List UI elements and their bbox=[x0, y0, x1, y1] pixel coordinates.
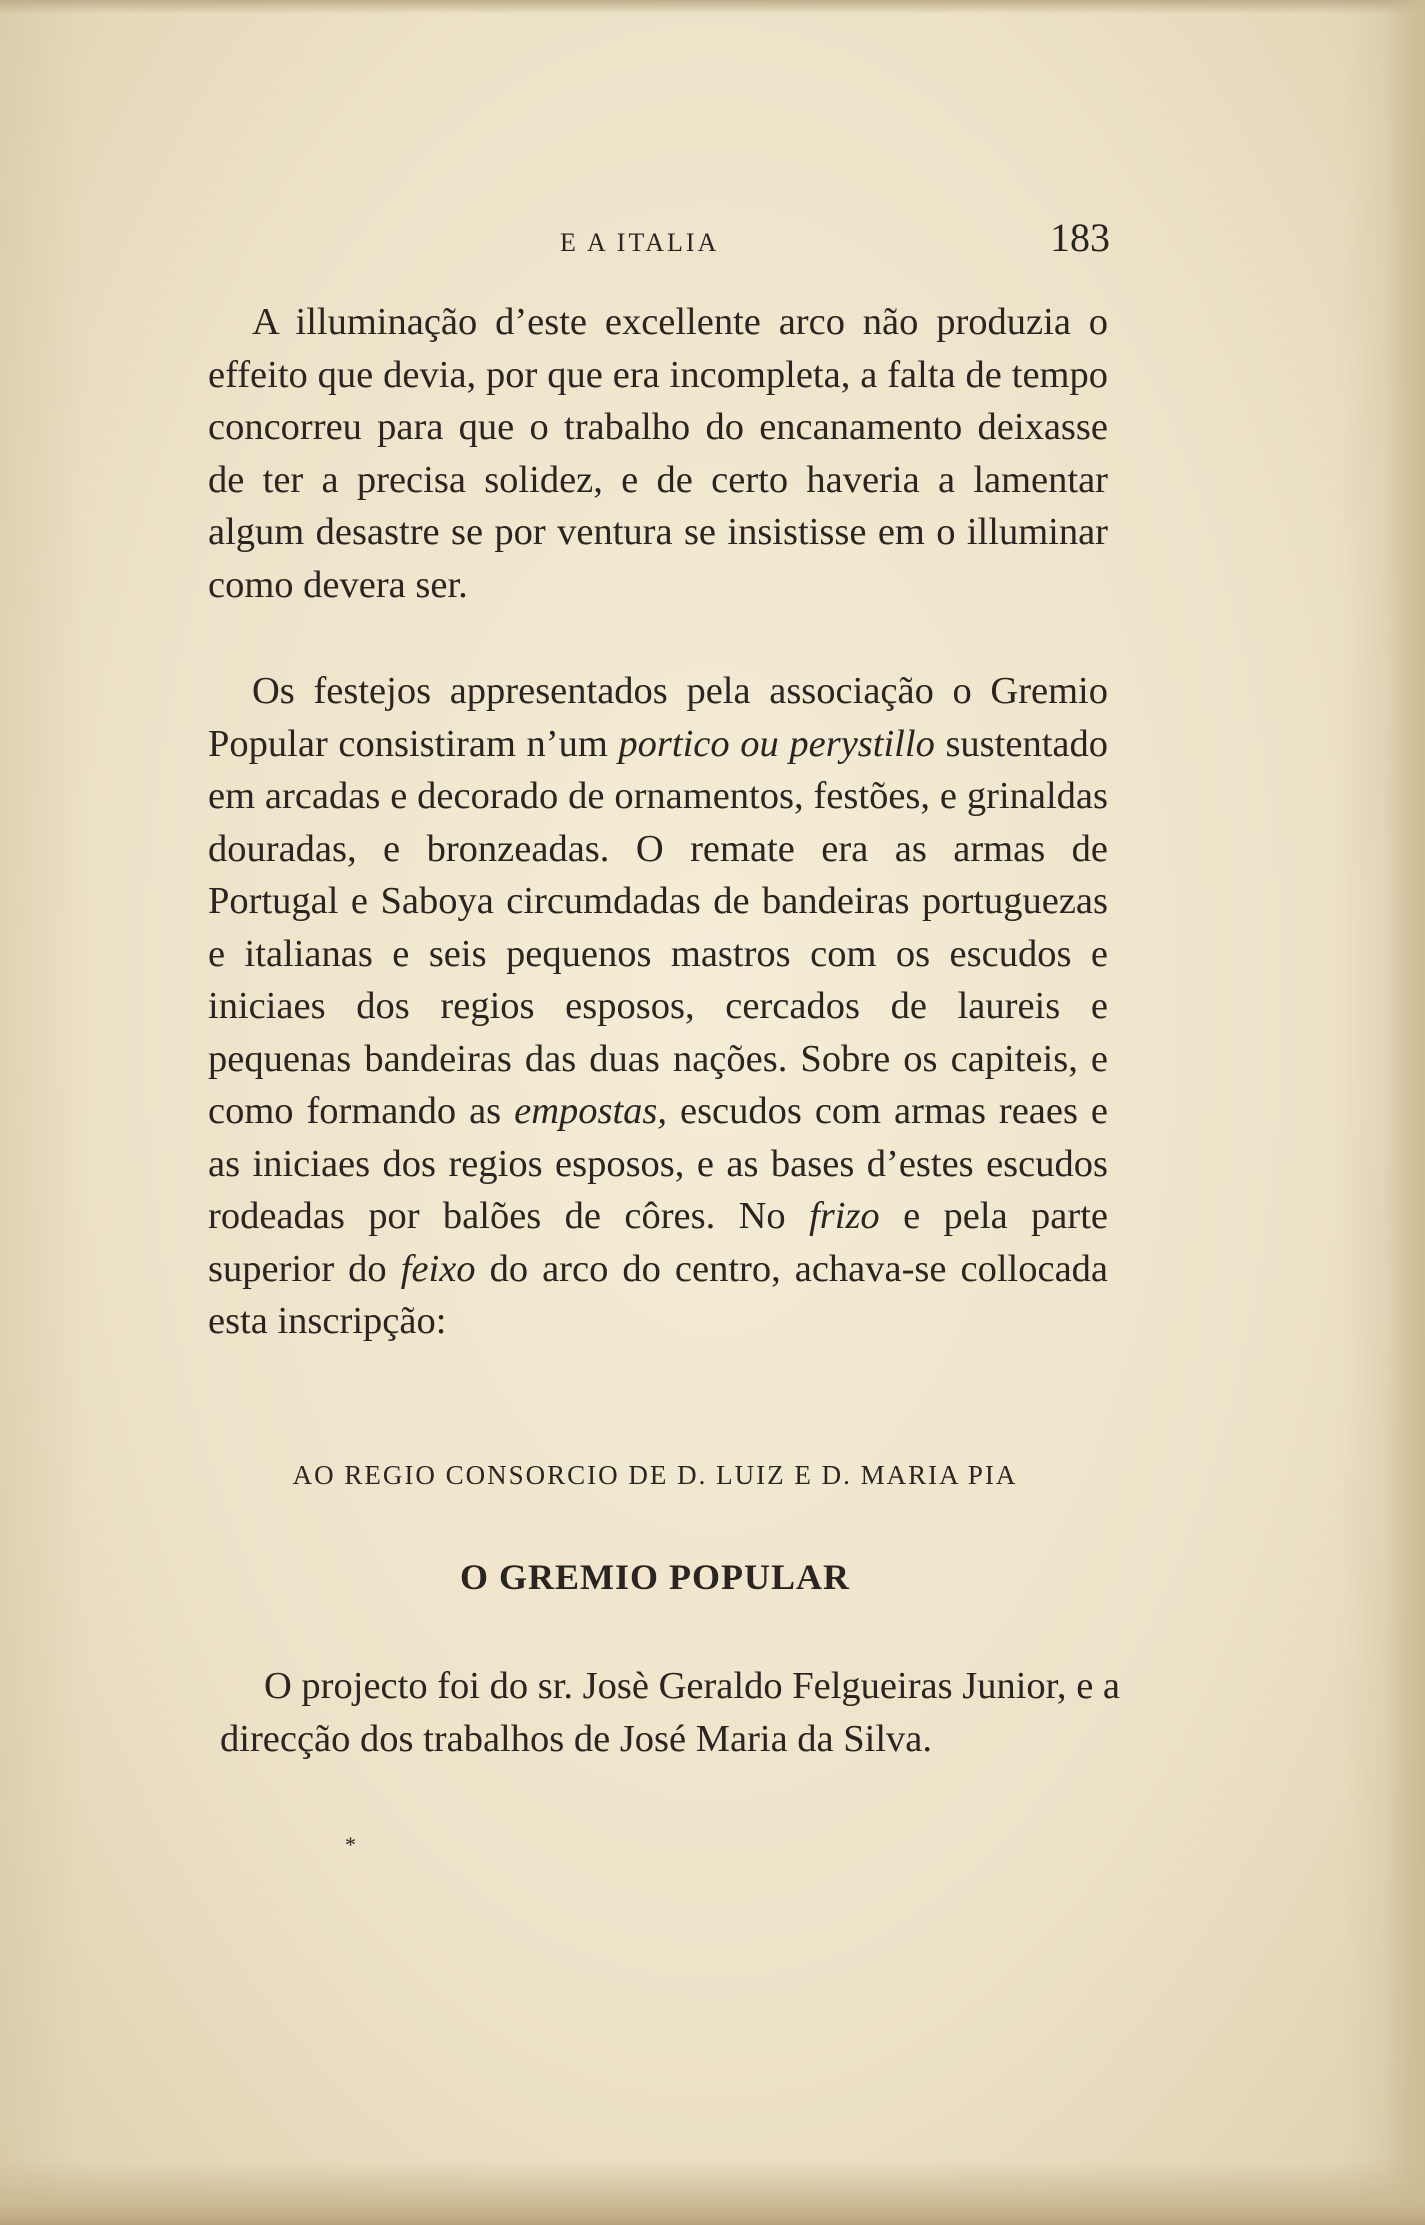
inscription-title: O GREMIO POPULAR bbox=[460, 1557, 850, 1597]
page-bottom-edge bbox=[0, 2160, 1425, 2225]
page-number: 183 bbox=[1050, 215, 1110, 260]
paragraph-segment: e pela parte superior do bbox=[208, 1195, 1109, 1290]
running-head: E A ITALIA bbox=[560, 228, 720, 257]
italic-term-empostas: empostas, bbox=[514, 1090, 668, 1132]
italic-term-feixo: feixo bbox=[400, 1247, 476, 1290]
italic-term-frizo: frizo bbox=[809, 1195, 880, 1237]
paragraph-segment: escudos com armas reaes e as iniciaes dos regios esposos, e as bases d’estes escudos rodeadas por balões de côres. No bbox=[208, 1090, 1108, 1237]
page-right-edge bbox=[1385, 0, 1425, 2225]
body-text bbox=[208, 296, 1108, 1348]
paragraph-illumination: A illuminação d’este excellente arco não produzia o effeito que devia, por que era incompleta, a falta de tempo concorreu para que o trabalho do encanamento deixasse de ter a precisa solidez, e de certo haveria a lamentar algum desastre se por ventura se insistisse em o illuminar como devera ser. bbox=[208, 301, 1108, 606]
ornament-star: * bbox=[345, 1832, 356, 1857]
paragraph-segment: Os festejos appresentados pela associação o Gremio Popular consistiram n’um bbox=[208, 670, 1108, 765]
inscription-line: AO REGIO CONSORCIO DE D. LUIZ E D. MARIA PIA bbox=[292, 1460, 1018, 1490]
paragraph-segment: sustentado em arcadas e decorado de ornamentos, festões, e grinaldas douradas, e bronzeadas. O remate era as armas de Portugal e Saboya circumdadas de bandeiras portuguezas e italianas e seis pequenos mastros com os escudos e iniciaes dos regios esposos, cercados de laureis e pequenas bandeiras das duas nações. Sobre os capiteis, e como formando as bbox=[208, 722, 1108, 1132]
italic-term-portico: portico ou perystillo bbox=[618, 722, 935, 765]
page-top-edge bbox=[0, 0, 1425, 14]
page-header bbox=[200, 212, 1110, 262]
paragraph-segment: do arco do centro, achava-se collocada esta inscripção: bbox=[208, 1247, 1108, 1342]
paragraph-closing: O projecto foi do sr. Josè Geraldo Felgueiras Junior, e a direcção dos trabalhos de José Maria da Silva. bbox=[220, 1665, 1120, 1760]
paragraph-festejos bbox=[208, 665, 1108, 1348]
